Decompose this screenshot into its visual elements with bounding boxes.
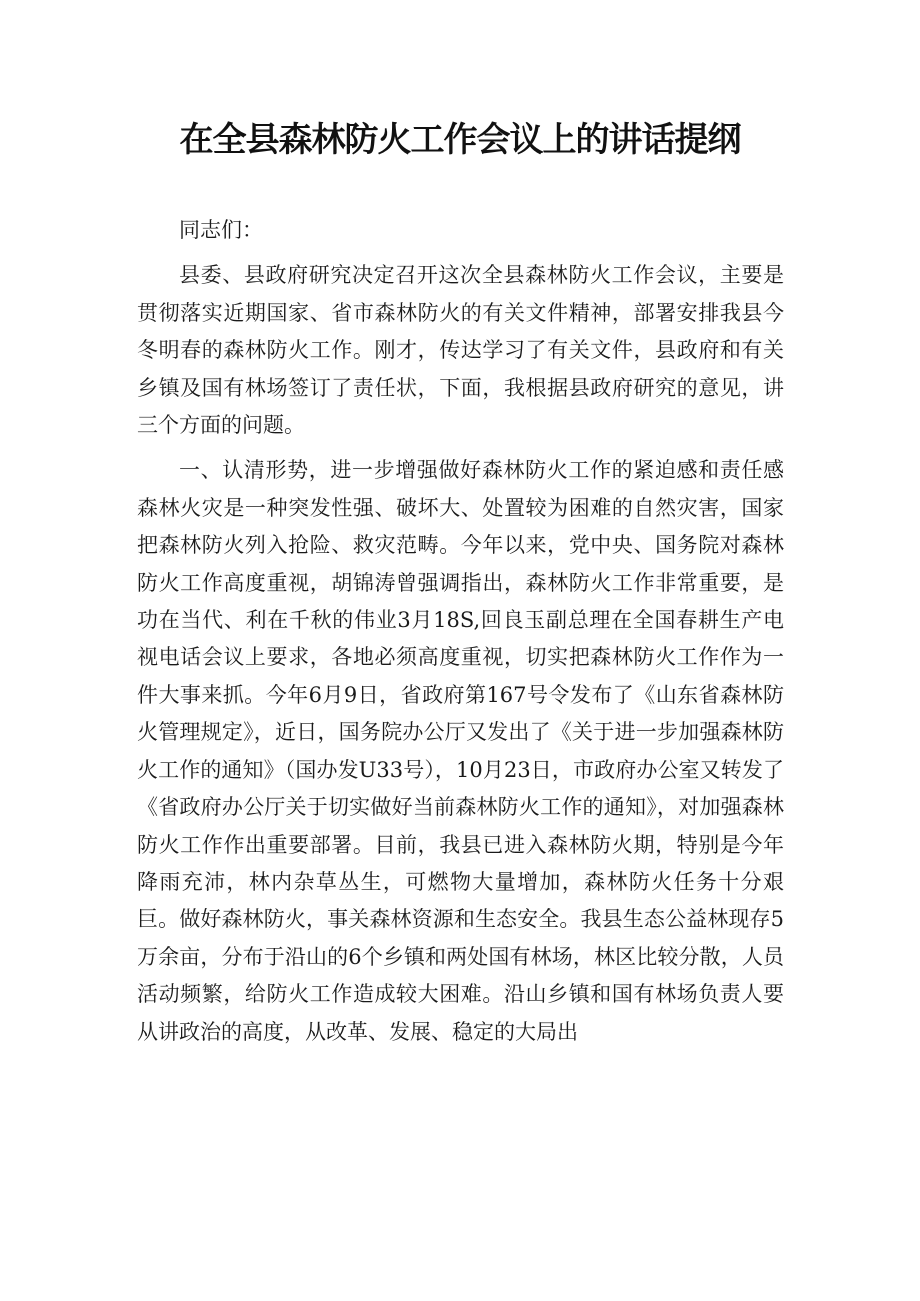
paragraph-section-one: 一、认清形势，进一步增强做好森林防火工作的紧迫感和责任感森林火灾是一种突发性强、破坏大、处置较为困难的自然灾害，国家把森林防火列入抢险、救灾范畴。今年以来，党中央、国务院对森林防火工作高度重视，胡锦涛曾强调指出，森林防火工作非常重要，是功在当代、利在千秋的伟业3月18S,回良玉副总理在全国春耕生产电视电话会议上要求，各地必须高度重视，切实把森林防火工作作为一件大事来抓。今年6月9日，省政府第167号令发布了《山东省森林防火管理规定》，近日，国务院办公厅又发出了《关于进一步加强森林防火工作的通知》（国办发U33号），10月23日，市政府办公室又转发了《省政府办公厅关于切实做好当前森林防火工作的通知》，对加强森林防火工作作出重要部署。目前，我县已进入森林防火期，特别是今年降雨充沛，林内杂草丛生，可燃物大量增加，森林防火任务十分艰巨。做好森林防火，事关森林资源和生态安全。我县生态公益林现存5万余亩，分布于沿山的6个乡镇和两处国有林场，林区比较分散，人员活动频繁，给防火工作造成较大困难。沿山乡镇和国有林场负责人要从讲政治的高度，从改革、发展、稳定的大局出 <box>137 458 784 1044</box>
paragraph-intro: 县委、县政府研究决定召开这次全县森林防火工作会议，主要是贯彻落实近期国家、省市森林防火的有关文件精神，部署安排我县今冬明春的森林防火工作。刚才，传达学习了有关文件，县政府和有关乡镇及国有林场签订了责任状，下面，我根据县政府研究的意见，讲三个方面的问题。 <box>137 263 784 438</box>
document-title: 在全县森林防火工作会议上的讲话提纲 <box>179 120 741 160</box>
document-body <box>137 212 784 1051</box>
greeting: 同志们： <box>179 218 263 242</box>
